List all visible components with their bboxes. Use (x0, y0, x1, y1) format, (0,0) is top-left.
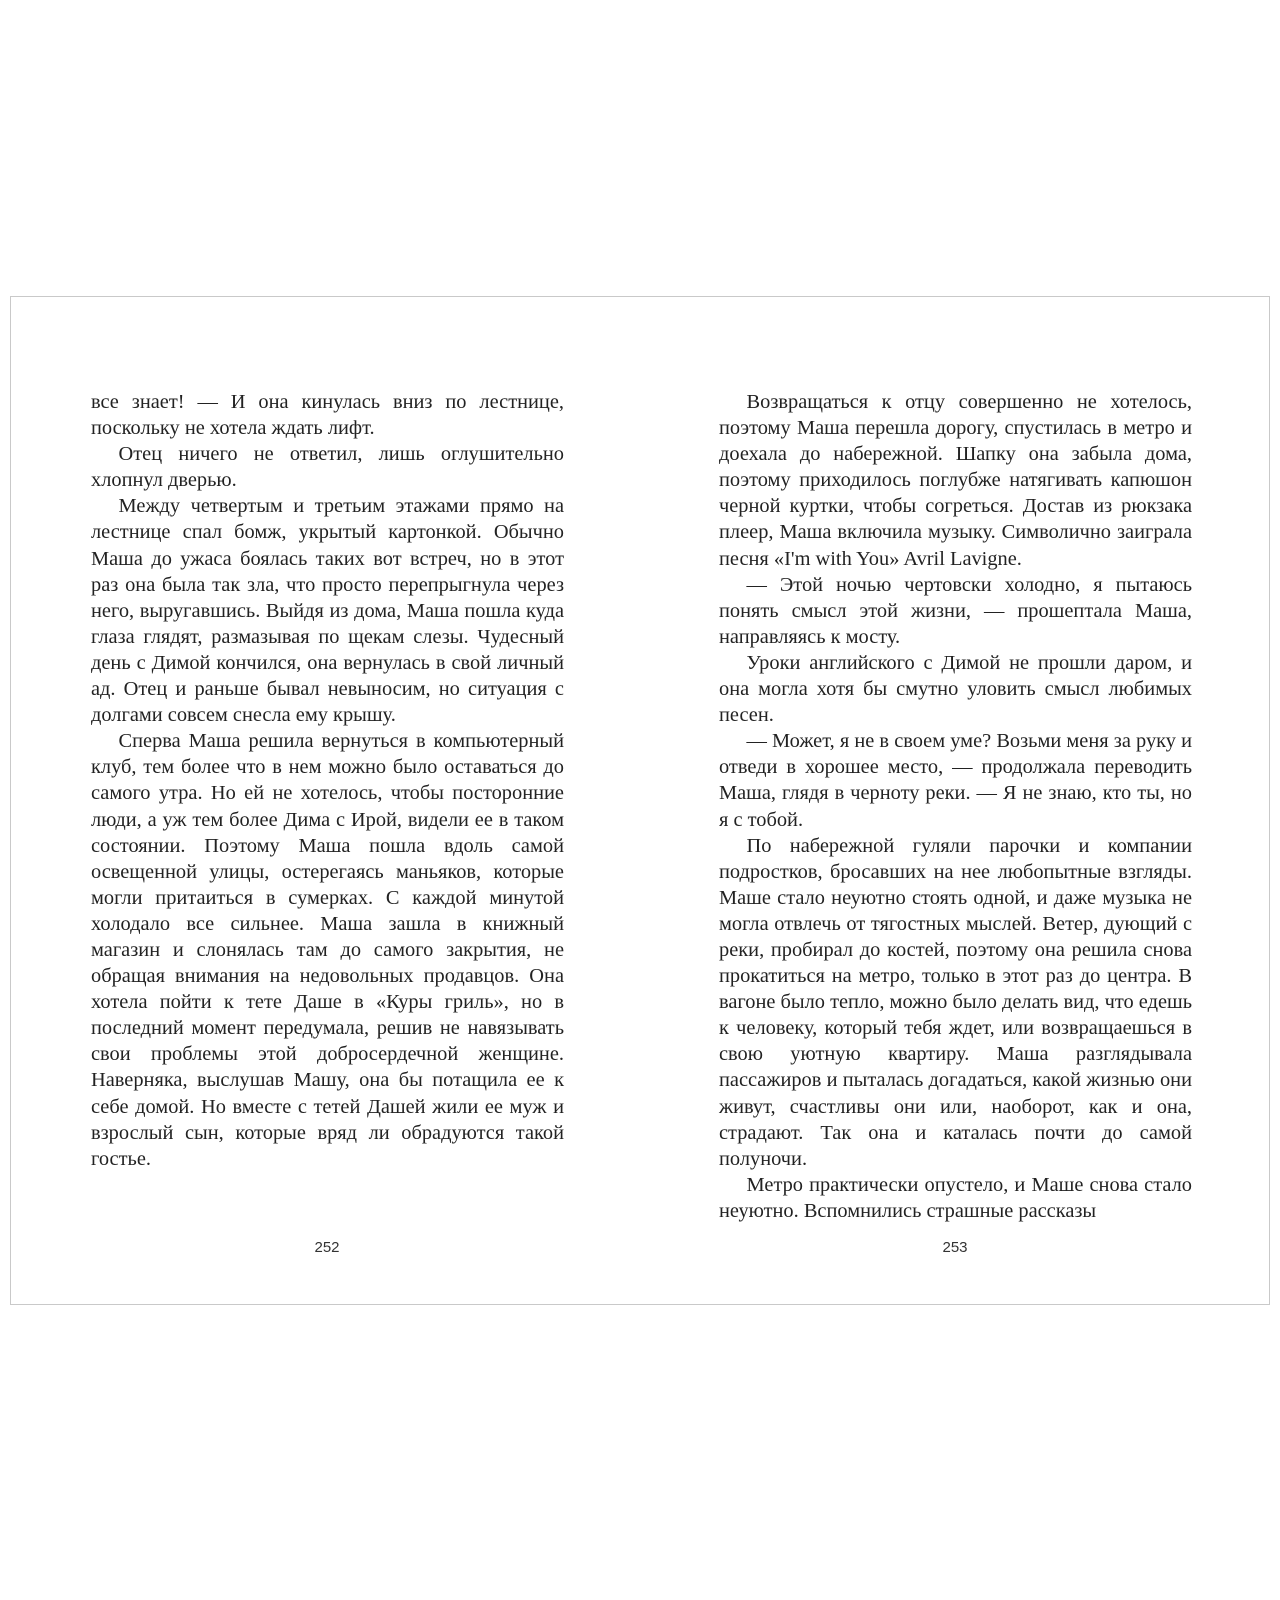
right-paragraph-4: — Может, я не в своем уме? Возьми меня за руку и отведи в хорошее место, — продолжала переводить Маша, глядя в черноту реки. — Я не знаю, кто ты, но я с тобой. (719, 730, 1192, 831)
right-paragraph-1: Возвращаться к отцу совершенно не хотелось, поэтому Маша перешла дорогу, спустилась в метро и доехала до набережной. Шапку она забыла дома, поэтому приходилось поглубже натягивать капюшон черной куртки, чтобы согреться. Достав из рюкзака плеер, Маша включила музыку. Символично заиграла песня «I'm with You» Avril Lavigne. (719, 391, 1192, 570)
right-paragraph-5: По набережной гуляли парочки и компании подростков, бросавших на нее любопытные взгляды. Маше стало неуютно стоять одной, и даже музыка не могла отвлечь от тягостных мыслей. Ветер, дующий с реки, пробирал до костей, поэтому она решила снова прокатиться на метро, только в этот раз до центра. В вагоне было тепло, можно было делать вид, что едешь к человеку, который тебя ждет, или возвращаешься в свою уютную квартиру. Маша разглядывала пассажиров и пыталась догадаться, какой жизнью они живут, счастливы они или, наоборот, как и она, страдают. Так она и каталась почти до самой полуночи. (719, 834, 1192, 1170)
right-page-text (719, 389, 1192, 1222)
page-number-right: 253 (942, 1239, 968, 1256)
left-paragraph-3: Между четвертым и третьим этажами прямо на лестнице спал бомж, укрытый картонкой. Обычно Маша до ужаса боялась таких вот встреч, но в этот раз она была так зла, что просто перепрыгнула через него, выругавшись. Выйдя из дома, Маша пошла куда глаза глядят, размазывая по щекам слезы. Чудесный день с Димой кончился, она вернулась в свой личный ад. Отец и раньше бывал невыносим, но ситуация с долгами совсем снесла ему крышу. (91, 495, 564, 727)
left-paragraph-4: Сперва Маша решила вернуться в компьютерный клуб, тем более что в нем можно было оставаться до самого утра. Но ей не хотелось, чтобы посторонние люди, а уж тем более Дима с Ирой, видели ее в таком состоянии. Поэтому Маша пошла вдоль самой освещенной улицы, остерегаясь маньяков, которые могли притаиться в сумерках. С каждой минутой холодало все сильнее. Маша зашла в книжный магазин и слонялась там до самого закрытия, не обращая внимания на недовольных продавцов. Она хотела пойти к тете Даше в «Куры гриль», но в последний момент передумала, решив не навязывать свои проблемы этой добросердечной женщине. Наверняка, выслушав Машу, она бы потащила ее к себе домой. Но вместе с тетей Дашей жили ее муж и взрослый сын, которые вряд ли обрадуются такой гостье. (91, 730, 564, 1170)
page-number-left: 252 (314, 1239, 340, 1256)
left-page-text (91, 389, 564, 1189)
right-paragraph-3: Уроки английского с Димой не прошли даром, и она могла хотя бы смутно уловить смысл любимых песен. (719, 651, 1192, 727)
book-spread (10, 296, 1270, 1305)
left-paragraph-2: Отец ничего не ответил, лишь оглушительно хлопнул дверью. (91, 443, 564, 492)
right-paragraph-2: — Этой ночью чертовски холодно, я пытаюсь понять смысл этой жизни, — прошептала Маша, направляясь к мосту. (719, 573, 1192, 648)
right-paragraph-6: Метро практически опустело, и Маше снова стало неуютно. Вспомнились страшные рассказы (719, 1173, 1192, 1222)
left-paragraph-1: все знает! — И она кинулась вниз по лестнице, поскольку не хотела ждать лифт. (91, 391, 564, 440)
